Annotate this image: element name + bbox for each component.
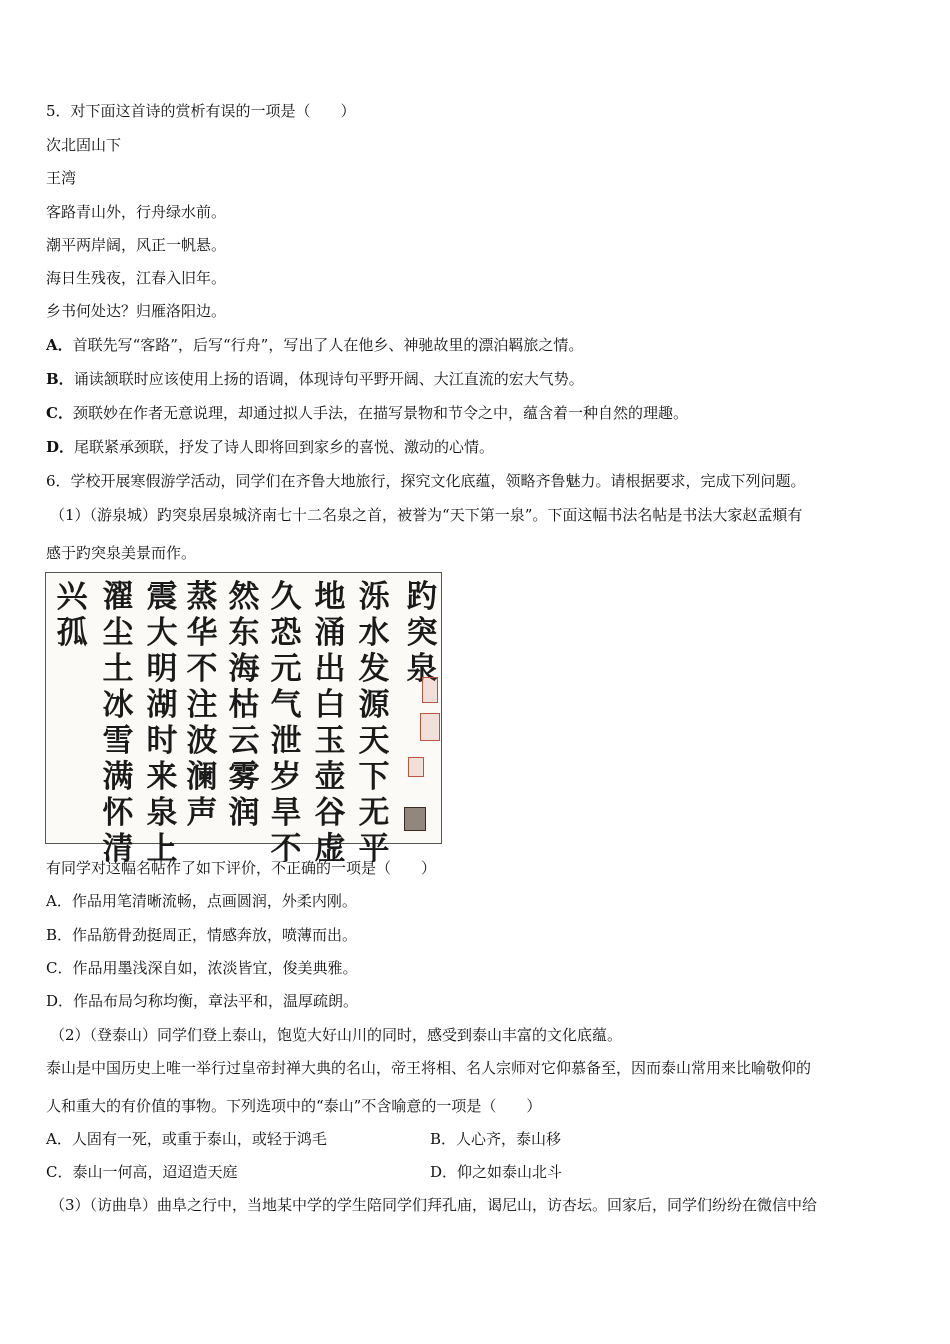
poem-line-4: 乡书何处达？归雁洛阳边。 bbox=[46, 302, 227, 320]
q6-part1-option-d: D．作品布局匀称均衡，章法平和，温厚疏朗。 bbox=[46, 992, 359, 1010]
calligraphy-column: 久 恐 元 气 泄 岁 旱 不 bbox=[270, 579, 302, 867]
calligraphy-column: 震 大 明 湖 时 来 泉 上 bbox=[146, 579, 178, 867]
q6-part1-option-b: B．作品筋骨劲挺周正，情感奔放，喷薄而出。 bbox=[46, 926, 358, 944]
option-text: 颈联妙在作者无意说理，却通过拟人手法，在描写景物和节令之中，蕴含着一种自然的理趣。 bbox=[72, 404, 688, 422]
seal-stamp bbox=[408, 757, 424, 777]
q5-option-a bbox=[46, 335, 583, 355]
q6-part2-option-d: D．仰之如泰山北斗 bbox=[430, 1163, 563, 1181]
option-text: 首联先写“客路”，后写“行舟”，写出了人在他乡、神驰故里的漂泊羁旅之情。 bbox=[72, 336, 584, 354]
option-letter: A． bbox=[46, 336, 73, 354]
q5-option-d bbox=[46, 437, 494, 457]
q6-part2-option-b: B．人心齐，泰山移 bbox=[430, 1130, 562, 1148]
poem-line-1: 客路青山外，行舟绿水前。 bbox=[46, 203, 227, 221]
option-text: 诵读颔联时应该使用上扬的语调，体现诗句平野开阔、大江直流的宏大气势。 bbox=[73, 370, 584, 388]
calligraphy-column: 泺 水 发 源 天 下 无 平 bbox=[358, 579, 390, 867]
calligraphy-column: 蒸 华 不 注 波 澜 声 bbox=[186, 579, 218, 831]
option-text: 尾联紧承颈联，抒发了诗人即将回到家乡的喜悦、激动的心情。 bbox=[74, 438, 495, 456]
seal-stamp bbox=[420, 713, 440, 741]
q6-part1-option-c: C．作品用墨浅深自如，浓淡皆宜，俊美典雅。 bbox=[46, 959, 358, 977]
calligraphy-column: 濯 尘 土 冰 雪 满 怀 清 bbox=[102, 579, 134, 867]
q6-part2-line2: 人和重大的有价值的事物。下列选项中的“泰山”不含喻意的一项是（ ） bbox=[46, 1097, 542, 1115]
calligraphy-column: 地 涌 出 白 玉 壶 谷 虚 bbox=[314, 579, 346, 867]
q6-part2-heading: （2）（登泰山）同学们登上泰山，饱览大好山川的同时，感受到泰山丰富的文化底蕴。 bbox=[50, 1026, 623, 1044]
poem-line-2: 潮平两岸阔，风正一帆悬。 bbox=[46, 236, 227, 254]
poem-line-3: 海日生残夜，江春入旧年。 bbox=[46, 269, 227, 287]
q5-option-c bbox=[46, 403, 688, 423]
q6-part1-line1: （1）（游泉城）趵突泉居泉城济南七十二名泉之首，被誉为“天下第一泉”。下面这幅书法名帖是书法大家赵孟頫有 bbox=[50, 506, 803, 524]
calligraphy-column: 兴 孤 bbox=[56, 579, 88, 651]
q6-part2-line1: 泰山是中国历史上唯一举行过皇帝封禅大典的名山，帝王将相、名人宗师对它仰慕备至，因而泰山常用来比喻敬仰的 bbox=[46, 1059, 812, 1077]
q6-part1-option-a: A．作品用笔清晰流畅，点画圆润，外柔内刚。 bbox=[46, 892, 357, 910]
q6-part2-option-a: A．人固有一死，或重于泰山，或轻于鸿毛 bbox=[46, 1130, 327, 1148]
calligraphy-column: 然 东 海 枯 云 雾 润 bbox=[228, 579, 260, 831]
q6-part1-line2: 感于趵突泉美景而作。 bbox=[46, 544, 197, 562]
q5-option-b bbox=[46, 369, 584, 389]
seal-stamp bbox=[422, 677, 438, 703]
calligraphy-image bbox=[45, 572, 442, 867]
option-letter: C． bbox=[46, 404, 73, 422]
q6-part2-option-c: C．泰山一何高，迢迢造天庭 bbox=[46, 1163, 238, 1181]
option-letter: D． bbox=[46, 438, 75, 456]
option-letter: B． bbox=[46, 370, 74, 388]
poem-title: 次北固山下 bbox=[46, 136, 122, 154]
q6-stem: 6．学校开展寒假游学活动，同学们在齐鲁大地旅行，探究文化底蕴，领略齐鲁魅力。请根据要求，完成下列问题。 bbox=[46, 472, 806, 490]
seal-stamp bbox=[404, 807, 426, 831]
q5-stem: 5．对下面这首诗的赏析有误的一项是（ ） bbox=[46, 102, 356, 120]
q6-part3-line: （3）（访曲阜）曲阜之行中，当地某中学的学生陪同学们拜孔庙，谒尼山，访杏坛。回家后，同学们纷纷在微信中给 bbox=[50, 1196, 818, 1214]
poem-author: 王湾 bbox=[46, 169, 77, 187]
calligraphy-column: 趵 突 泉 bbox=[406, 579, 438, 687]
q6-part1-question: 有同学对这幅名帖作了如下评价，不正确的一项是（ ） bbox=[46, 859, 437, 877]
